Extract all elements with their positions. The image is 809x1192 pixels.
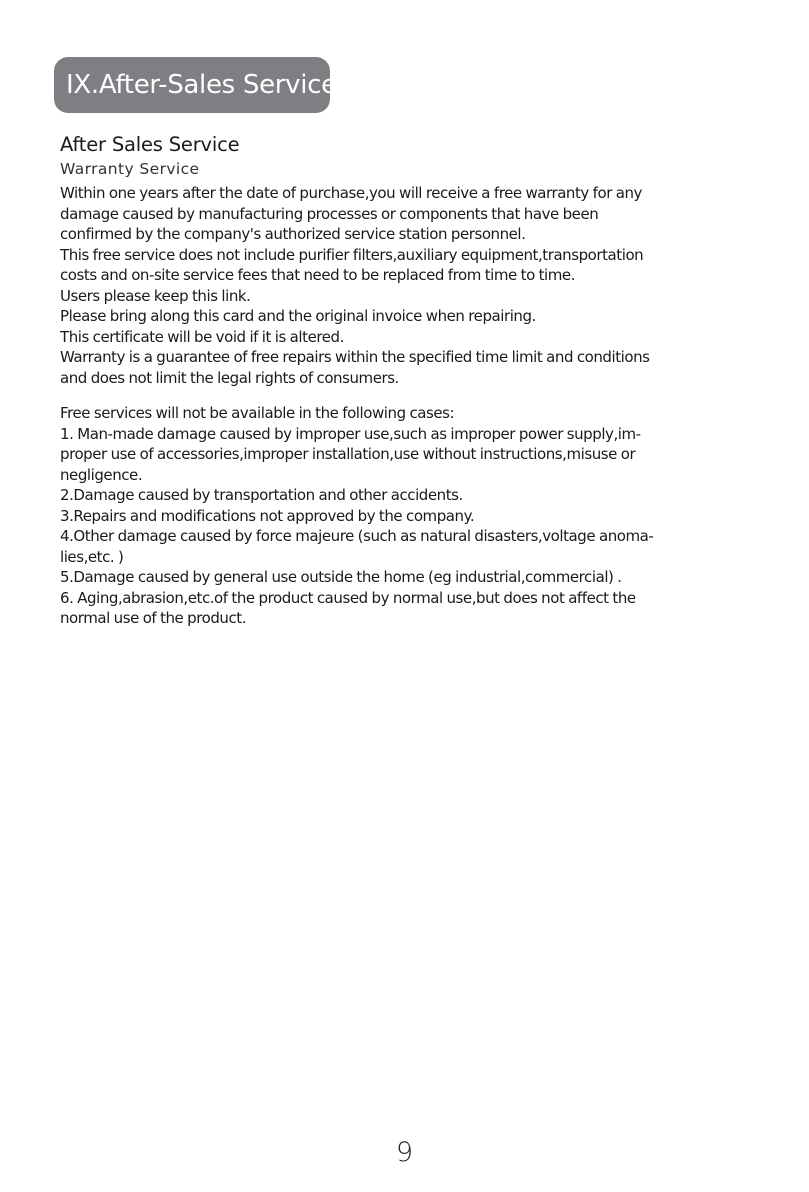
warranty-line: Users please keep this link.: [60, 286, 251, 305]
exclusion-line: 2.Damage caused by transportation and other accidents.: [60, 486, 463, 504]
warranty-line: damage caused by manufacturing processes or components that have been: [60, 204, 599, 223]
warranty-line: This certificate will be void if it is altered.: [60, 327, 344, 346]
warranty-line: This free service does not include purifier filters,auxiliary equipment,transportation: [60, 245, 644, 264]
exclusion-line: 1. Man-made damage caused by improper use,such as improper power supply,im-: [60, 424, 641, 443]
paragraph-gap: [60, 388, 740, 403]
exclusions-text: [60, 403, 740, 629]
warranty-subheading: Warranty Service: [60, 160, 200, 178]
exclusion-line: Free services will not be available in the following cases:: [60, 404, 455, 422]
warranty-line: Warranty is a guarantee of free repairs within the specified time limit and conditions: [60, 348, 650, 366]
warranty-line: confirmed by the company's authorized service station personnel.: [60, 225, 526, 243]
exclusion-line: normal use of the product.: [60, 609, 247, 627]
exclusion-line: negligence.: [60, 465, 143, 484]
warranty-text: [60, 183, 740, 388]
warranty-line: Within one years after the date of purchase,you will receive a free warranty for any: [60, 184, 642, 202]
exclusion-line: 3.Repairs and modifications not approved by the company.: [60, 506, 475, 525]
section-title-badge: [54, 57, 337, 113]
page-content: [60, 132, 740, 629]
exclusion-line: 4.Other damage caused by force majeure (such as natural disasters,voltage anoma-: [60, 527, 654, 545]
warranty-line: Please bring along this card and the original invoice when repairing.: [60, 307, 536, 325]
exclusion-line: 5.Damage caused by general use outside the home (eg industrial,commercial) .: [60, 568, 622, 586]
warranty-line: costs and on-site service fees that need to be replaced from time to time.: [60, 266, 576, 284]
section-title: IX.After-Sales Service: [66, 70, 337, 100]
warranty-line: and does not limit the legal rights of consumers.: [60, 368, 399, 387]
page-number: 9: [395, 1137, 414, 1168]
exclusion-line: lies,etc. ): [60, 547, 124, 566]
exclusion-line: proper use of accessories,improper installation,use without instructions,misuse or: [60, 445, 636, 463]
exclusion-line: 6. Aging,abrasion,etc.of the product caused by normal use,but does not affect the: [60, 588, 636, 607]
page-heading: After Sales Service: [60, 133, 240, 156]
